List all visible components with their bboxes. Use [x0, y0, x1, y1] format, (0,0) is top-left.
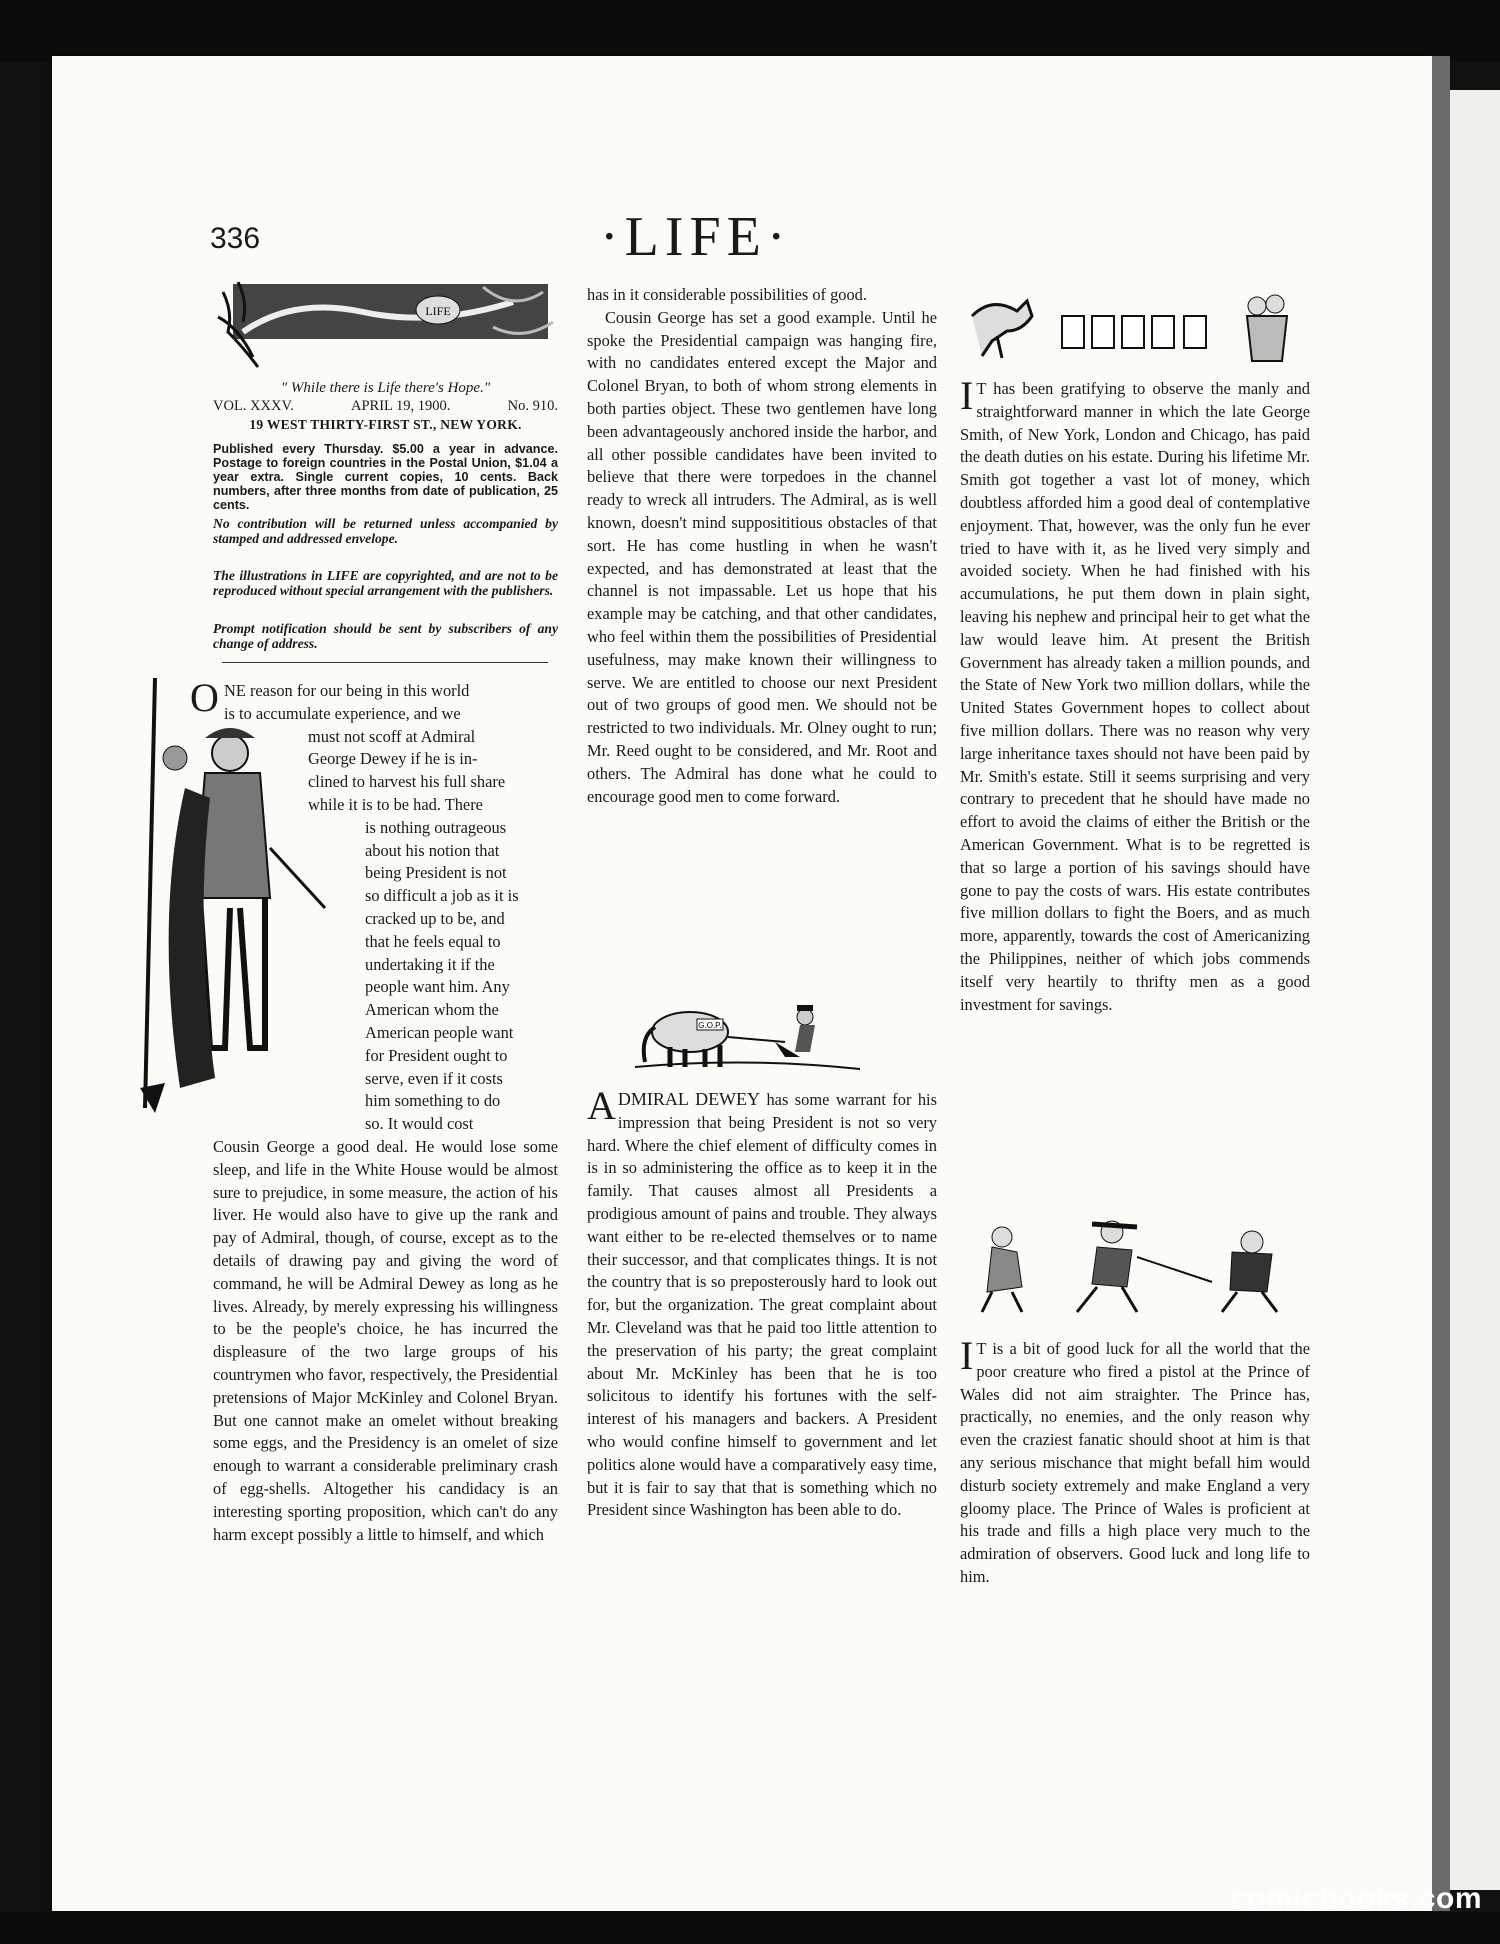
banner-shield-text: LIFE — [425, 304, 451, 318]
address-change-notice: Prompt notification should be sent by subscribers of any change of address. — [213, 621, 558, 651]
contribution-notice: No contribution will be returned unless accompanied by stamped and addressed envelope. — [213, 516, 558, 546]
article1-line: NE reason for our being in this world — [224, 681, 470, 700]
page-number: 336 — [210, 222, 261, 255]
publisher-address: 19 WEST THIRTY-FIRST ST., NEW YORK. — [249, 417, 522, 432]
halberd-shaft — [145, 678, 155, 1108]
issue-number: No. 910. — [507, 398, 558, 414]
masthead-title: ·LIFE· — [600, 206, 792, 268]
watermark: comicbooks.com — [1229, 1882, 1482, 1915]
basket-can — [1266, 295, 1284, 313]
scan-border-bottom — [0, 1912, 1500, 1944]
can — [1122, 316, 1144, 348]
issue-date: APRIL 19, 1900. — [350, 398, 451, 414]
adjacent-page-edge — [1450, 90, 1500, 1890]
copyright-notice: The illustrations in LIFE are copyrighted, and are not to be reproduced without special arrangement with the publishers. — [213, 568, 558, 598]
article2-lead: DMIRAL DEWEY — [617, 1089, 761, 1109]
article1-line: that he feels equal to — [365, 931, 501, 951]
article1-line: must not scoff at Admiral — [308, 726, 476, 746]
article4-body: T is a bit of good luck for all the world that the poor creature who fired a pistol at the Prince of Wales did not aim straighter. The Prince has, practically, no enemies, and the only reason why even the craziest fanatic should shoot at him is that any serious mischance that might befall him would disturb society extremely and make England a very gloomy place. The Prince of Wales is proficient at his trade and fills a high place very much to the admiration of observers. Good luck and long life to him. — [960, 1339, 1310, 1586]
can — [1062, 316, 1084, 348]
harness — [728, 1037, 785, 1042]
column-2 — [587, 284, 937, 808]
article1-line: so difficult a job as it is — [365, 886, 519, 906]
article1-dropcap: O — [190, 675, 219, 720]
article1-line: clined to harvest his full share — [308, 772, 506, 792]
farmer-body — [795, 1025, 815, 1052]
farmer-hat — [797, 1005, 813, 1011]
article1-line: is to accumulate experience, and we — [224, 703, 461, 723]
figure-right — [1222, 1231, 1277, 1312]
article1-line: is nothing outrageous — [365, 817, 507, 837]
article1-body: Cousin George a good deal. He would lose some sleep, and life in the White House would be almost sure to prejudice, in some measure, the action of his liver. He would also have to give up the rank and pay of Admiral, though, of course, except as to the details of drawing pay and giving the word of command, he will be Admiral Dewey as long as he lives. Already, by merely expressing his willingness to be the people's choice, he has incurred the displeasure of the two large groups of his countrymen who favor, respectively, the Presidential pretensions of Major McKinley and Colonel Bryan. But one cannot make an omelet without breaking some eggs, and the Presidency is an omelet of size enough to warrant a considerable preliminary crash of egg-shells. Altogether his candidacy is an interesting sporting proposition, which can't do any harm except possibly a little to himself, and which — [213, 1137, 558, 1544]
article1-para2: Cousin George has set a good example. Until he spoke the Presidential campaign was hanging fire, with no candidates entered except the Major and Colonel Bryan, to both of whom strong elements in both parties object. These two gentlemen have long been advantageously anchored inside the harbor, and all other possible candidates have been invited to believe that there were torpedoes in the channel ready to wreck all intruders. The Admiral, as is well known, doesn't mind supposititious obstacles of that sort. He has come hustling in when he wasn't expected, and has demonstrated at least that the channel is not impassable. Let us hope that his example may be catching, and that other candidates, who feel within them the possibilities of Presidential usefulness, may make known their willingness to serve. We are entitled to choose our next President out of two groups of good men. We should not be restricted to two individuals. Mr. Olney ought to run; Mr. Reed ought to be considered, and Mr. Root and others. The Admiral has done what he could to encourage good men to come forward. — [587, 307, 937, 806]
volume-line — [213, 398, 558, 415]
article1-line: being President is not — [365, 863, 507, 883]
article1-line: American people want — [365, 1022, 514, 1042]
volume: VOL. XXXV. — [213, 398, 294, 414]
elephant-plow-illustration — [625, 997, 865, 1077]
basket — [1247, 316, 1287, 361]
article3-body: T has been gratifying to observe the manly and straightforward manner in which the late George Smith, of New York, London and Chicago, has paid the death duties on his estate. During his lifetime Mr. Smith got together a vast lot of money, which doubtless afforded him a good deal of contemplative enjoyment. That, however, was the only fun he ever tried to have with it, as he lived very simply and avoided society. When he had finished with his accumulations, he put them down in plain sight, leaving his nephew and principal heir to get what the law would leave him. At present the British Government has already taken a million pounds, and the State of New York two million dollars, while the United States Government hopes to collect about five million dollars. There was no reason why very large inheritance taxes should not have been paid by Mr. Smith's estate. Still it seems surprising and very contrary to precedent that he should have made no effort to avoid the claims of either the British or the American Government. What is to be regretted is that so large a portion of his savings should have gone to pay the costs of wars. His estate contributes five million dollars to fight the Boers, and as much more, apparently, towards the cost of Americanizing the Philippines, neither of which jobs commends itself very heartily to thrifty men as a good investment for savings. — [960, 379, 1310, 1014]
article1-line: George Dewey if he is in- — [308, 749, 478, 769]
fencers-illustration — [962, 1212, 1312, 1322]
scan-border-top — [0, 0, 1500, 62]
rapier — [1137, 1257, 1212, 1282]
page-boy-head — [163, 746, 187, 770]
figure-middle — [1077, 1221, 1137, 1312]
figure-left — [982, 1227, 1022, 1312]
article1-line: for President ought to — [365, 1045, 508, 1065]
article2-body: has some warrant for his impression that being President is not so very hard. Where the chief element of difficulty comes in is in so administering the office as to keep it in the family. That causes almost all Presidents a prodigious amount of pains and trouble. They always want either to be re-elected themselves or to name their successor, and that complicates things. It is not the country that is so preposterously hard to look out for, but the organization. The great complaint about Mr. Cleveland was that he paid too little attention to the preservation of his party; the great complaint about Mr. McKinley has been that he is too solicitous to identify his fortunes with the self-interest of his managers and backers. A President who would confine himself to government and let politics alone would have a comparatively easy time, but it is fair to say that that is something which no President since Washington has been able to do. — [587, 1090, 937, 1520]
article1-line: about his notion that — [365, 840, 500, 860]
goat-and-cans-illustration — [962, 286, 1312, 366]
header-divider — [222, 662, 548, 663]
goat — [972, 301, 1032, 358]
can — [1092, 316, 1114, 348]
elephant-body — [652, 1012, 728, 1052]
header-banner-illustration — [213, 272, 558, 372]
article1-line: serve, even if it costs — [365, 1068, 503, 1088]
basket-can — [1248, 297, 1266, 315]
article1-line: cracked up to be, and — [365, 908, 505, 928]
article1-line: people want him. Any — [365, 977, 510, 997]
article3 — [960, 373, 1310, 1016]
can — [1184, 316, 1206, 348]
elephant-tag-text: G.O.P. — [698, 1021, 722, 1030]
article1-line: American whom the — [365, 1000, 499, 1020]
publication-info: Published every Thursday. $5.00 a year in advance. Postage to foreign countries in the Postal Union, $1.04 a year extra. Single current copies, 10 cents. Back numbers, after three months from date of publication, 25 cents. — [213, 442, 558, 512]
article4 — [960, 1333, 1310, 1589]
article4-dropcap: I — [960, 1333, 974, 1378]
motto: " While there is Life there's Hope." — [280, 380, 491, 396]
article1-line: undertaking it if the — [365, 954, 495, 974]
article2 — [587, 1083, 937, 1522]
article1-line: him something to do — [365, 1091, 501, 1111]
article1-continued: has in it considerable possibilities of good. — [587, 285, 867, 304]
article3-dropcap: I — [960, 373, 974, 418]
cans-row — [1062, 316, 1206, 348]
article1-intro — [190, 675, 558, 1136]
page-edge-shadow — [1432, 56, 1450, 1911]
article1-line: while it is to be had. There — [308, 794, 483, 814]
article1-line: so. It would cost — [365, 1114, 474, 1134]
can — [1152, 316, 1174, 348]
farmer-head — [797, 1009, 813, 1025]
article2-dropcap: A — [587, 1083, 616, 1128]
